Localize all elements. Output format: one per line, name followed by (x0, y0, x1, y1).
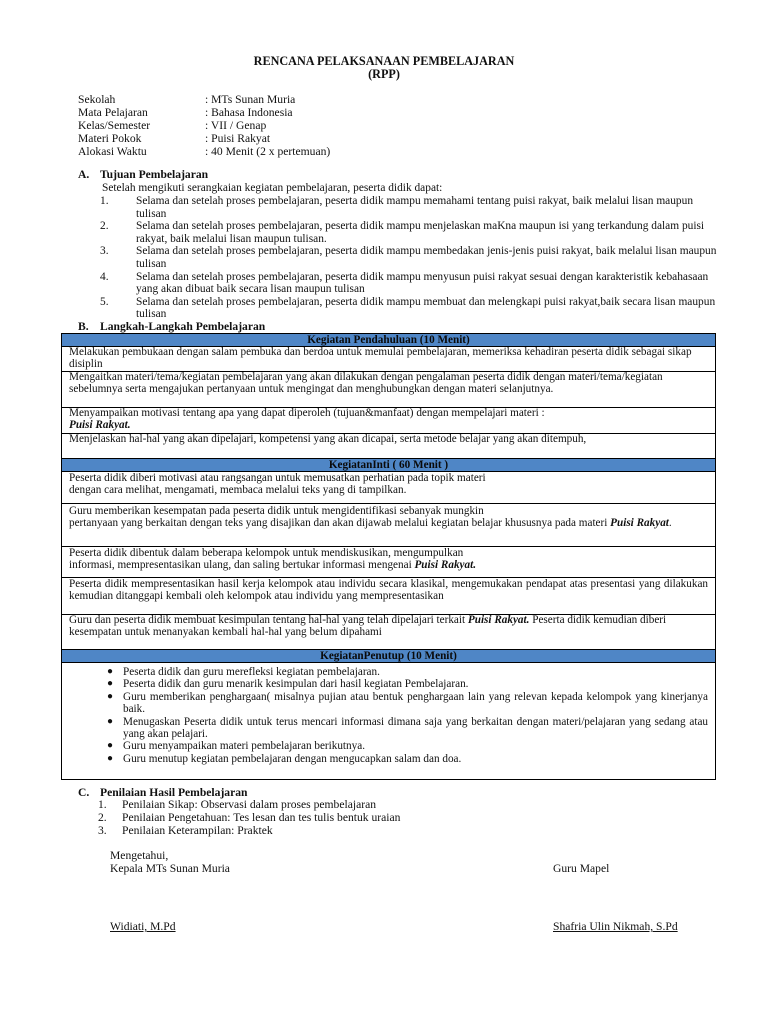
principal-title: Kepala MTs Sunan Muria (110, 862, 230, 875)
list-item (69, 716, 708, 741)
row-text: Guru dan peserta didik membuat kesimpulan tentang hal-hal yang telah dipelajari terkait (69, 614, 466, 626)
row-text: informasi, mempresentasikan ulang, dan saling bertukar informasi mengenai (69, 558, 412, 571)
section-title: Penilaian Hasil Pembelajaran (100, 786, 248, 799)
principal-name: Widiati, M.Pd (110, 920, 176, 933)
item-text: Guru menyampaikan materi pembelajaran berikutnya. (123, 740, 365, 753)
table-row: Menjelaskan hal-hal yang akan dipelajari, kompetensi yang akan dicapai, serta metode belajar yang akan ditempuh, (62, 434, 715, 459)
table-row (62, 472, 715, 504)
row-text: . (668, 516, 672, 529)
section-letter: B. (78, 320, 89, 333)
item-text: Guru memberikan penghargaan( misalnya pujian atau bentuk penghargaan lain yang relevan kepada kelompok yang kinerjanya baik. (123, 690, 708, 716)
row-text: Peserta didik diberi motivasi atau rangsangan untuk memusatkan perhatian pada topik materi (69, 472, 486, 484)
topic-emphasis: Puisi Rakyat. (414, 558, 477, 571)
bullet-icon: ● (107, 715, 114, 727)
list-item (69, 666, 708, 678)
table-row: Mengaitkan materi/tema/kegiatan pembelajaran yang akan dilakukan dengan pengalaman peserta didik dengan materi/tema/kegiatan sebelumnya serta mengajukan pertanyaan untuk mengingat dan menghubungkan dengan materi selanjutnya. (62, 372, 715, 408)
list-item (69, 678, 708, 690)
objectives-list (100, 195, 722, 321)
row-text: Menyampaikan motivasi tentang apa yang dapat diperoleh (tujuan&manfaat) dengan mempelajari materi : (69, 407, 545, 419)
identity-value: : Puisi Rakyat (205, 132, 271, 145)
bullet-icon: ● (107, 752, 114, 764)
identity-row (78, 119, 330, 132)
list-item (69, 691, 708, 716)
table-row (62, 547, 715, 578)
item-text: Penilaian Sikap: Observasi dalam proses pembelajaran (122, 798, 377, 811)
list-item (100, 245, 722, 270)
item-text: Selama dan setelah proses pembelajaran, peserta didik mampu memahami tentang puisi rakyat, baik melalui lisan maupun tulisan (136, 195, 694, 220)
item-text: Peserta didik dan guru menarik kesimpulan dari hasil kegiatan Pembelajaran. (123, 678, 469, 691)
section-letter: C. (78, 786, 90, 799)
item-text: Selama dan setelah proses pembelajaran, peserta didik mampu membuat dan melengkapi puisi rakyat,baik secara lisan maupun tulisan (136, 295, 716, 321)
document-title (0, 55, 768, 81)
signature-left (110, 849, 230, 875)
row-text: Peserta didik kemudian diberi kesempatan untuk menanyakan kembali hal-hal yang belum dipahami (69, 614, 667, 638)
section-b-heading (78, 320, 265, 333)
bullet-icon: ● (107, 678, 114, 690)
inti-header: KegiatanInti ( 60 Menit ) (62, 459, 715, 472)
item-number: 1. (98, 798, 107, 811)
item-number: 2. (100, 220, 109, 233)
bullet-icon: ● (107, 690, 114, 702)
topic-emphasis: Puisi Rakyat. (69, 418, 131, 431)
bullet-icon: ● (107, 666, 114, 677)
table-row (62, 504, 715, 547)
acknowledged-label: Mengetahui, (110, 849, 169, 862)
section-letter: A. (78, 168, 90, 181)
identity-row (78, 132, 330, 145)
identity-row (78, 106, 330, 119)
identity-label: Sekolah (78, 93, 116, 106)
identity-value: : MTs Sunan Muria (205, 93, 296, 106)
table-row (62, 663, 715, 780)
list-item (100, 271, 722, 296)
item-text: Selama dan setelah proses pembelajaran, peserta didik mampu membedakan jenis-jenis puisi rakyat, baik melalui lisan maupun tulisan (136, 245, 717, 270)
assessment-list (98, 799, 400, 837)
item-text: Guru menutup kegiatan pembelajaran dengan mengucapkan salam dan doa. (123, 752, 462, 765)
item-text: Penilaian Pengetahuan: Tes lesan dan tes tulis bentuk uraian (122, 810, 401, 824)
identity-label: Alokasi Waktu (78, 145, 147, 158)
item-number: 4. (100, 270, 109, 283)
section-title: Langkah-Langkah Pembelajaran (100, 320, 266, 333)
identity-label: Materi Pokok (78, 132, 142, 145)
item-text: Peserta didik dan guru merefleksi kegiatan pembelajaran. (123, 666, 380, 678)
section-a-intro: Setelah mengikuti serangkaian kegiatan pembelajaran, peserta didik dapat: (102, 182, 443, 194)
topic-emphasis: Puisi Rakyat. (467, 614, 530, 626)
list-item (69, 740, 708, 752)
closing-activities-list (69, 663, 708, 765)
item-number: 1. (100, 195, 109, 207)
table-row (62, 615, 715, 650)
identity-row (78, 93, 330, 106)
item-text: Selama dan setelah proses pembelajaran, peserta didik mampu menyusun puisi rakyat sesuai dengan karakteristik kebahasaan yang akan dibuat baik secara lisan maupun tulisan (136, 270, 709, 296)
identity-value: : 40 Menit (2 x pertemuan) (205, 145, 331, 158)
identity-label: Kelas/Semester (78, 119, 151, 132)
item-number: 3. (100, 245, 109, 258)
identity-table (78, 93, 330, 158)
identity-row (78, 145, 330, 158)
row-text: dengan cara melihat, mengamati, membaca melalui teks yang di tampilkan. (69, 483, 407, 496)
table-row (62, 408, 715, 434)
row-text: Peserta didik dibentuk dalam beberapa kelompok untuk mendiskusikan, mengumpulkan (69, 547, 464, 559)
list-item (100, 195, 722, 220)
teacher-name: Shafria Ulin Nikmah, S.Pd (553, 920, 678, 933)
item-number: 3. (98, 823, 107, 837)
teacher-title: Guru Mapel (553, 862, 610, 875)
topic-emphasis: Puisi Rakyat (610, 516, 669, 529)
item-number: 5. (100, 295, 109, 308)
title-line-2: (RPP) (368, 67, 400, 82)
identity-value: : VII / Genap (205, 119, 267, 132)
list-item (100, 296, 722, 321)
table-row: Melakukan pembukaan dengan salam pembuka dan berdoa untuk memulai pembelajaran, memeriksa kehadiran peserta didik sebagai sikap disiplin (62, 347, 715, 372)
list-item (100, 220, 722, 245)
section-title: Tujuan Pembelajaran (100, 168, 209, 181)
pendahuluan-header: Kegiatan Pendahuluan (10 Menit) (62, 334, 715, 347)
list-item (69, 753, 708, 765)
list-item (98, 825, 400, 838)
item-number: 2. (98, 810, 107, 824)
section-a-heading (78, 168, 208, 181)
table-row: Peserta didik mempresentasikan hasil kerja kelompok atau individu secara klasikal, mengemukakan pendapat atas presentasi yang dilakukan kemudian ditanggapi kembali oleh kelompok atau individu yang mempresentasikan (62, 578, 715, 615)
item-text: Penilaian Keterampilan: Praktek (122, 823, 273, 837)
item-text: Selama dan setelah proses pembelajaran, peserta didik mampu menjelaskan maKna maupun isi yang terkandung dalam puisi rakyat, baik melalui lisan maupun tulisan. (136, 220, 705, 245)
title-line-1: RENCANA PELAKSANAAN PEMBELAJARAN (253, 54, 515, 68)
learning-steps-table (61, 333, 716, 780)
penutup-header: KegiatanPenutup (10 Menit) (62, 650, 715, 663)
bullet-icon: ● (107, 740, 114, 752)
identity-label: Mata Pelajaran (78, 106, 148, 119)
row-text: Guru memberikan kesempatan pada peserta didik untuk mengidentifikasi sebanyak mungkin (69, 505, 484, 517)
row-text: pertanyaan yang berkaitan dengan teks yang disajikan dan akan dijawab melalui kegiatan belajar khususnya pada materi (69, 516, 608, 529)
identity-value: : Bahasa Indonesia (205, 106, 293, 119)
item-text: Menugaskan Peserta didik untuk terus mencari informasi dimana saja yang berkaitan dengan materi/pelajaran yang sedang atau yang akan pelajari. (123, 715, 708, 741)
